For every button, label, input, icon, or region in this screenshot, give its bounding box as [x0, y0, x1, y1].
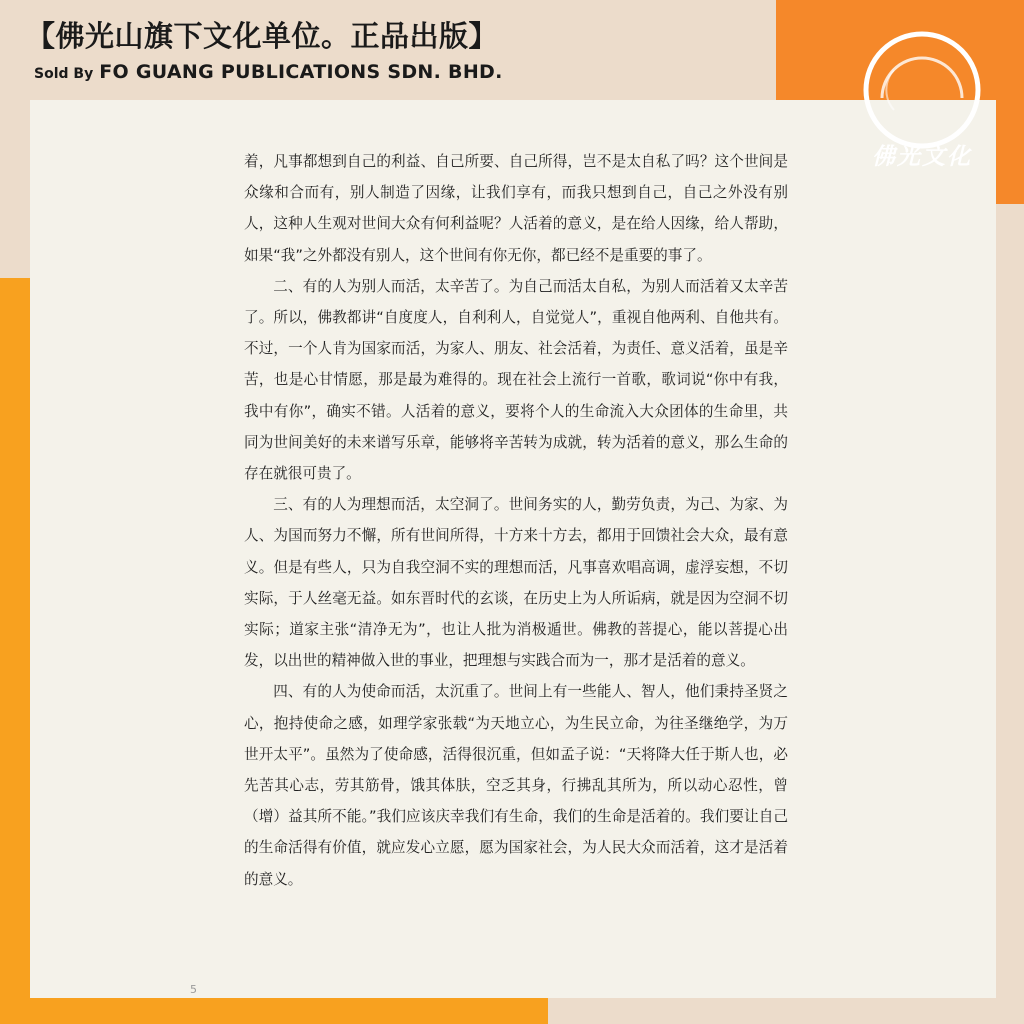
- text-line: 大众，最有意义。但是有些人，只为自我空洞不实的理想而活，凡事喜欢唱高: [244, 527, 788, 576]
- paragraph: [244, 676, 788, 894]
- text-line: 家、为人、为国而努力不懈，所有世间所得，十方来十方去，都用于回馈社会: [244, 496, 788, 545]
- text-line: 调，虚浮妄想，不切实际，于人丝毫无益。如东晋时代的玄谈，在历史上为人: [244, 558, 788, 607]
- text-line: 重要的事了。: [623, 246, 712, 264]
- text-line: 世间是众缘和合而有，别人制造了因缘，让我们享有，而我只想到自己，自己: [244, 153, 788, 202]
- text-line: 的生命流入大众团体的生命里，共同为世间美好的未来谱写乐章，能够将辛苦: [244, 402, 789, 451]
- text-line: 降大任于斯人也，必先苦其心志，劳其筋骨，饿其体肤，空乏其身，行拂乱其: [244, 745, 788, 795]
- text-line: 一首歌，歌词说“你中有我，我中有你”，确实不错。人活着的意义，要将个人: [244, 371, 788, 420]
- text-line: 利、自他共有。不过，一个人肯为国家而活，为家人、朋友、社会活着，为责: [244, 309, 788, 358]
- text-line: 家社会，为人民大众而活着，这才是活着的意义。: [244, 839, 788, 888]
- text-line: 三、有的人为理想而活，太空洞了。世间务实的人，勤劳负责，为己、为: [273, 496, 744, 514]
- document-body: [244, 146, 788, 895]
- text-line: 实践合而为一，那才是活着的意义。: [521, 652, 755, 670]
- text-line: 之外没有别人，这种人生观对世间大众有何利益呢？人活着的意义，是在给人: [244, 184, 788, 233]
- text-line: 四、有的人为使命而活，太沉重了。世间上有一些能人、智人，他们秉持: [273, 683, 744, 701]
- text-line: 所为，所以动心忍性，曾（增）益其所不能。”我们应该庆幸我们有生命，我: [244, 777, 788, 826]
- paragraph: [244, 271, 788, 489]
- header-title: 【佛光山旗下文化单位。正品出版】: [26, 19, 499, 53]
- circle-emblem-icon: [860, 28, 984, 152]
- text-line: 圣贤之心，抱持使命之感，如理学家张载“为天地立心，为生民立命，为往圣: [244, 683, 788, 732]
- paragraph: [244, 146, 788, 271]
- publisher-name: FO GUANG PUBLICATIONS SDN. BHD.: [99, 61, 503, 83]
- text-line: 二、有的人为别人而活，太辛苦了。为自己而活太自私，为别人而活着又: [273, 277, 744, 295]
- text-line: 继绝学，为万世开太平”。虽然为了使命感，活得很沉重，但如孟子说：“天将: [244, 714, 788, 763]
- text-line: 转为成就，转为活着的意义，那么生命的存在就很可贵了。: [244, 433, 788, 483]
- text-line: 所诟病，就是因为空洞不切实际；道家主张“清净无为”，也让人批为消极遁: [244, 589, 788, 639]
- text-line: 世。佛教的菩提心，能以菩提心出发，以出世的精神做入世的事业，把理想与: [244, 621, 788, 670]
- text-line: 们的生命是活着的。我们要让自己的生命活得有价值，就应发心立愿，愿为国: [244, 808, 788, 857]
- sold-by-label: Sold By: [34, 66, 94, 82]
- text-line: 太辛苦了。所以，佛教都讲“自度度人，自利利人，自觉觉人”，重视自他两: [244, 277, 788, 327]
- text-line: 任、意义活着，虽是辛苦，也是心甘情愿，那是最为难得的。现在社会上流行: [244, 340, 788, 389]
- text-line: 着，凡事都想到自己的利益、自己所要、自己所得，岂不是太自私了吗？这个: [244, 153, 744, 170]
- logo-text: 佛光文化: [872, 143, 972, 170]
- header-subtitle: [34, 58, 503, 88]
- page-number: 5: [190, 983, 197, 996]
- paragraph: [244, 489, 788, 676]
- text-line: 因缘，给人帮助，如果“我”之外都没有别人，这个世间有你无你，都已经不是: [244, 215, 788, 264]
